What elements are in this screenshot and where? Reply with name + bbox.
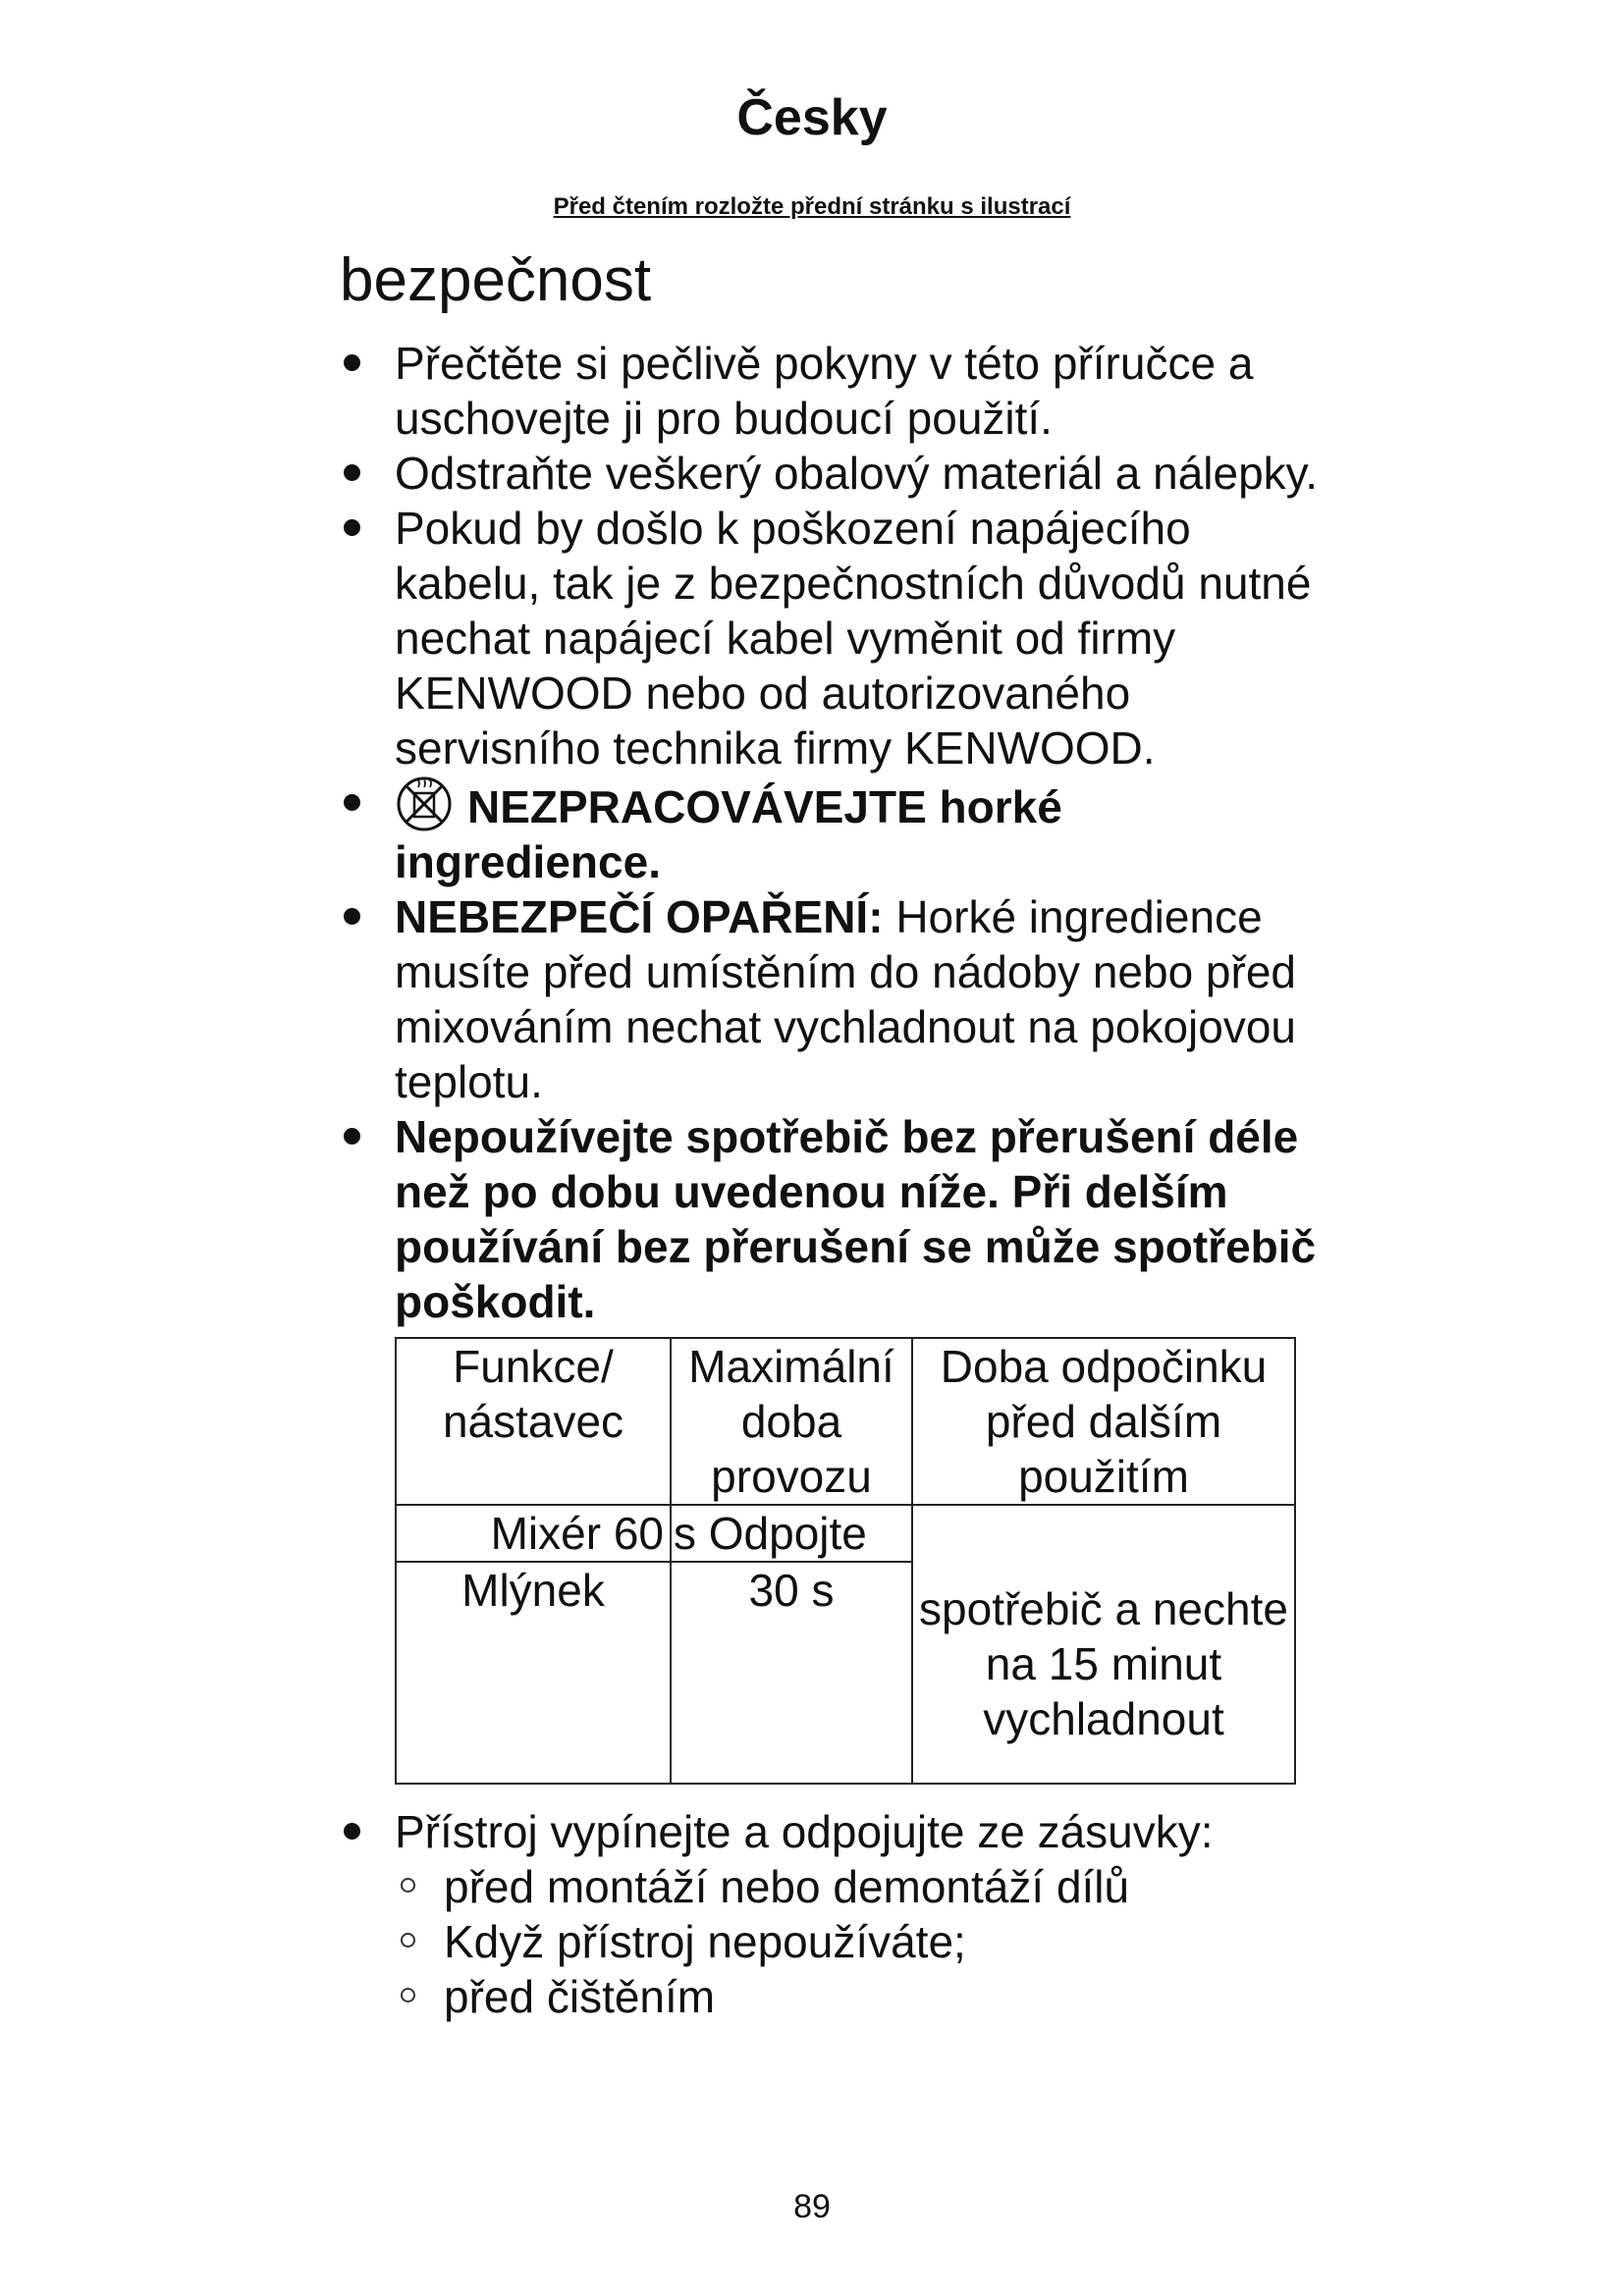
list-item-text: Nepoužívejte spotřebič bez přerušení déle než po dobu uvedenou níže. Při delším používání bez přerušení se může spotřebič poškodit. — [395, 1111, 1317, 1327]
list-item-text: Pokud by došlo k poškození napájecího kabelu, tak je z bezpečnostních důvodů nutné nechat napájecí kabel vyměnit od firmy KENWOOD nebo od autorizovaného servisního technika firmy KENWOOD. — [395, 503, 1312, 774]
page-number: 89 — [793, 2188, 831, 2225]
table-cell-function: Mlýnek — [396, 1562, 671, 1784]
sub-list-item-text: před montáží nebo demontáží dílů — [444, 1861, 1130, 1912]
scald-warning-label: NEBEZPEČÍ OPAŘENÍ: — [395, 891, 884, 942]
bullet-icon — [344, 1128, 360, 1145]
list-item — [340, 336, 1322, 446]
list-item-text: Horké ingredience musíte před umístěním do nádoby nebo před mixováním nechat vychladnout na pokojovou teplotu. — [395, 891, 1297, 1107]
table-cell-function: Mixér 60 — [396, 1505, 671, 1562]
list-item-text: Přístroj vypínejte a odpojujte ze zásuvky: — [395, 1806, 1214, 1857]
list-item — [340, 501, 1322, 775]
page-title: Česky — [736, 89, 888, 146]
table-header-row — [396, 1338, 1295, 1505]
list-item — [340, 1804, 1322, 2024]
list-item — [340, 1109, 1322, 1785]
hollow-bullet-icon — [401, 1878, 415, 1893]
list-item-text: NEZPRACOVÁVEJTE horké ingredience. — [395, 781, 1062, 887]
sub-list-item — [395, 1914, 1322, 1969]
sub-list-item — [395, 1969, 1322, 2024]
no-hot-ingredients-icon — [395, 775, 454, 832]
table-header: Funkce/ nástavec — [396, 1338, 671, 1505]
section-heading-safety: bezpečnost — [340, 246, 652, 314]
list-item — [340, 889, 1322, 1109]
unplug-conditions-list — [395, 1859, 1322, 2024]
safety-list — [340, 336, 1322, 2024]
bullet-icon — [344, 794, 360, 811]
hollow-bullet-icon — [401, 1933, 415, 1948]
operation-time-table — [395, 1337, 1296, 1785]
sub-list-item-text: před čištěním — [444, 1971, 716, 2022]
operation-table-wrapper — [395, 1337, 1322, 1785]
table-cell-max-time: 30 s — [671, 1562, 912, 1784]
list-item-text: Odstraňte veškerý obalový materiál a nálepky. — [395, 448, 1319, 499]
table-header: Doba odpočinku před dalším použitím — [912, 1338, 1295, 1505]
bullet-icon — [344, 464, 360, 481]
table-row — [396, 1505, 1295, 1562]
sub-list-item — [395, 1859, 1322, 1914]
list-item — [340, 775, 1322, 889]
table-cell-max-time: s Odpojte — [671, 1505, 912, 1562]
bullet-icon — [344, 908, 360, 925]
bullet-icon — [344, 354, 360, 371]
table-cell-rest-time: spotřebič a nechte na 15 minut vychladnout — [912, 1505, 1295, 1784]
list-item — [340, 446, 1322, 501]
list-item-text: Přečtěte si pečlivě pokyny v této příručce a uschovejte ji pro budoucí použití. — [395, 338, 1254, 444]
bullet-icon — [344, 1823, 360, 1840]
hollow-bullet-icon — [401, 1988, 415, 2002]
table-header: Maximální doba provozu — [671, 1338, 912, 1505]
foldout-instruction: Před čtením rozložte přední stránku s ilustrací — [553, 193, 1071, 220]
sub-list-item-text: Když přístroj nepoužíváte; — [444, 1916, 966, 1967]
bullet-icon — [344, 519, 360, 536]
